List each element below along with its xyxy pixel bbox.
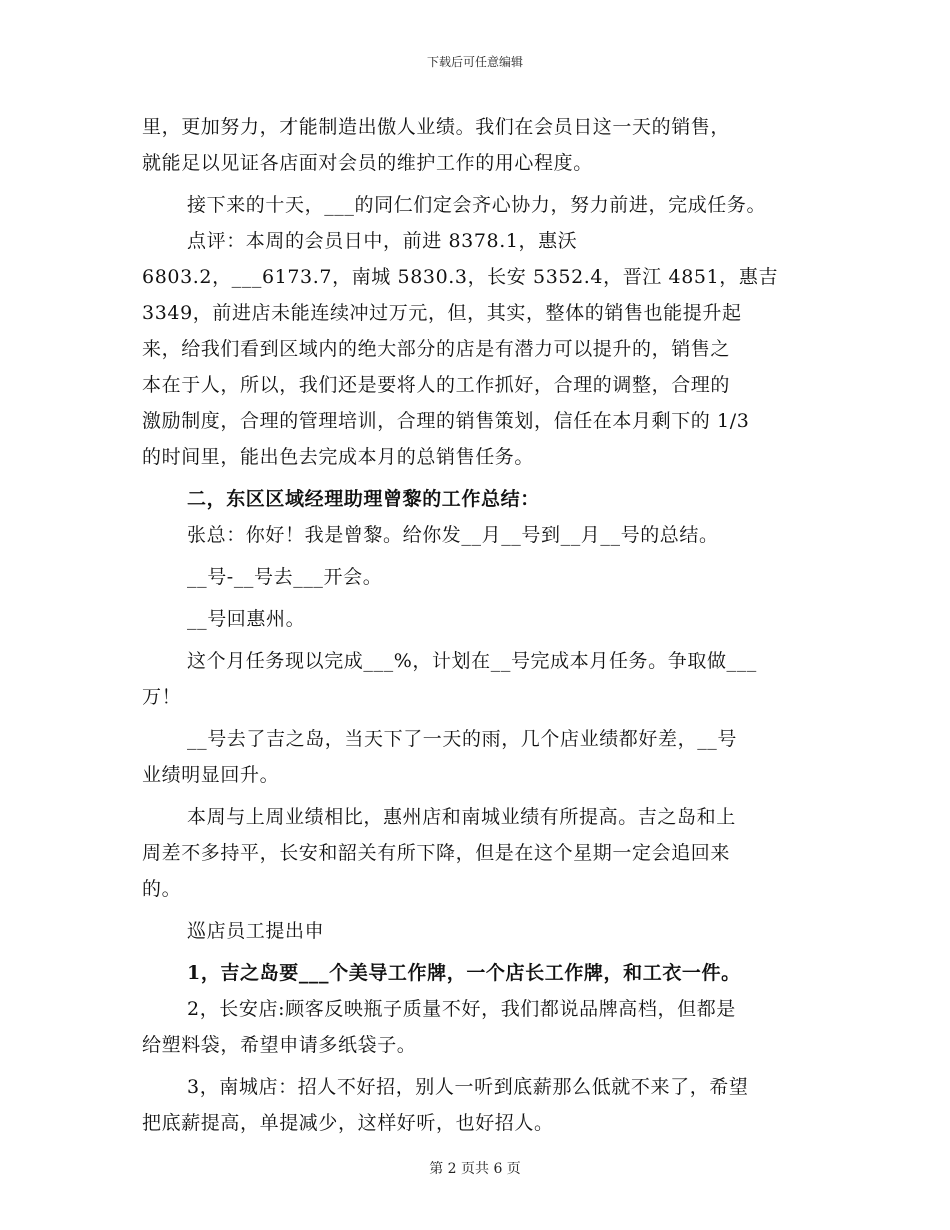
text-line: __号去了吉之岛，当天下了一天的雨，几个店业绩都好差，__号 xyxy=(187,728,738,750)
text-line: 点评：本周的会员日中，前进 8378.1，惠沃 xyxy=(187,230,578,252)
text-line: 这个月任务现以完成___%，计划在__号完成本月任务。争取做___ xyxy=(187,650,757,672)
text-line: 里，更加努力，才能制造出傲人业绩。我们在会员日这一天的销售， xyxy=(142,116,731,138)
text-line: 本在于人，所以，我们还是要将人的工作抓好，合理的调整，合理的 xyxy=(142,374,731,396)
section-heading-line: 二，东区区域经理助理曾黎的工作总结： xyxy=(187,488,540,510)
text-line: 3，南城店：招人不好招，别人一听到底薪那么低就不来了，希望 xyxy=(187,1076,749,1098)
text-line: 6803.2，___6173.7，南城 5830.3，长安 5352.4，晋江 4851，惠吉 xyxy=(142,266,779,288)
text-line: 2，长安店:顾客反映瓶子质量不好，我们都说品牌高档，但都是 xyxy=(187,998,736,1020)
text-line: 万！ xyxy=(142,686,182,708)
text-line: 的时间里，能出色去完成本月的总销售任务。 xyxy=(142,446,535,468)
page-footer: 第 2 页共 6 页 xyxy=(429,1161,521,1177)
text-line: 激励制度，合理的管理培训，合理的销售策划，信任在本月剩下的 1/3 xyxy=(142,410,750,432)
document-body xyxy=(142,109,822,1141)
text-line: __号-__号去___开会。 xyxy=(187,566,383,588)
text-line: __号回惠州。 xyxy=(187,608,306,630)
text-line: 业绩明显回升。 xyxy=(142,764,280,786)
text-line: 巡店员工提出申 xyxy=(187,920,325,942)
text-line: 周差不多持平，长安和韶关有所下降，但是在这个星期一定会追回来 xyxy=(142,842,731,864)
page-header: 下载后可任意编辑 xyxy=(426,55,523,69)
text-line: 本周与上周业绩相比，惠州店和南城业绩有所提高。吉之岛和上 xyxy=(187,806,736,828)
text-line: 的。 xyxy=(142,878,182,900)
section-heading-line: 1，吉之岛要___个美导工作牌，一个店长工作牌，和工衣一件。 xyxy=(187,962,741,984)
text-line: 把底薪提高，单提减少，这样好听，也好招人。 xyxy=(142,1112,554,1134)
text-line: 张总：你好！我是曾黎。给你发__月__号到__月__号的总结。 xyxy=(187,524,719,546)
text-line: 接下来的十天，___的同仁们定会齐心协力，努力前进，完成任务。 xyxy=(187,194,767,216)
text-line: 3349，前进店未能连续冲过万元，但，其实，整体的销售也能提升起 xyxy=(142,302,742,324)
text-line: 给塑料袋，希望申请多纸袋子。 xyxy=(142,1034,417,1056)
text-line: 就能足以见证各店面对会员的维护工作的用心程度。 xyxy=(142,152,593,174)
text-line: 来，给我们看到区域内的绝大部分的店是有潜力可以提升的，销售之 xyxy=(142,338,731,360)
